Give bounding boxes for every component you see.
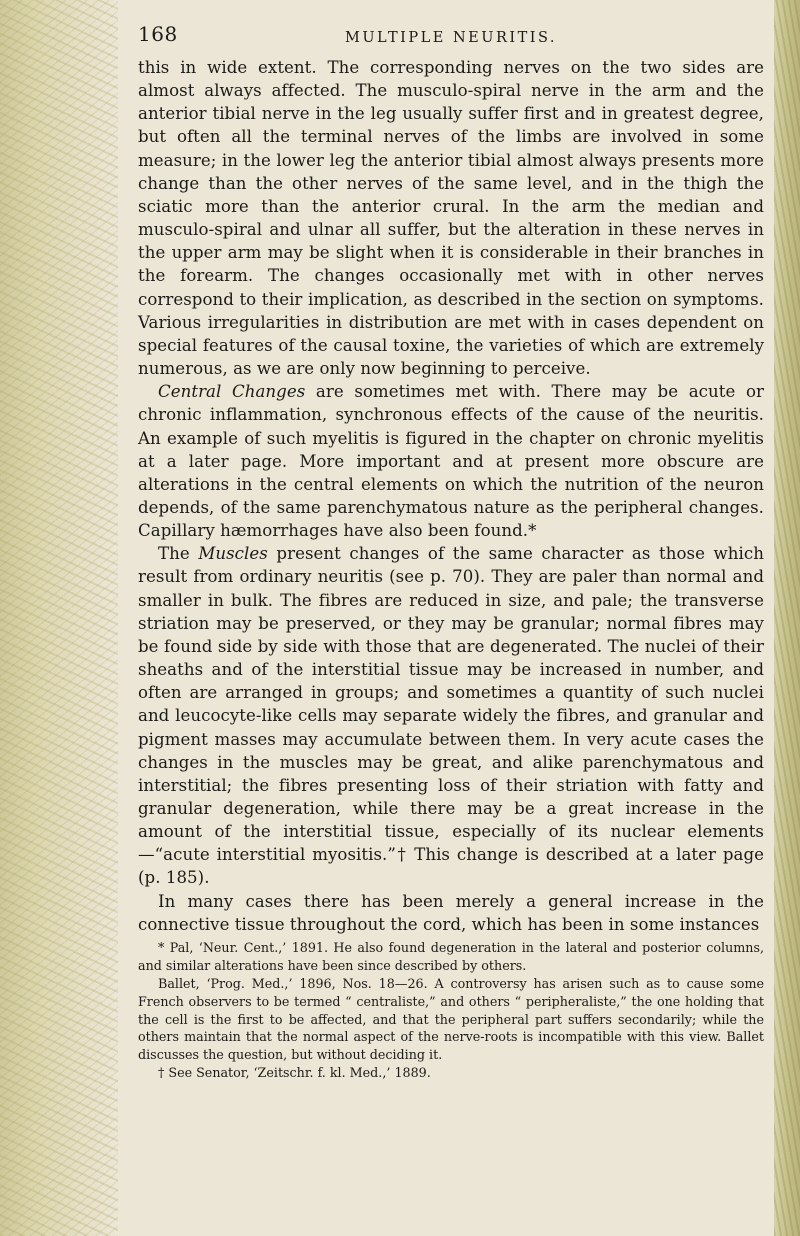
page-number: 168: [138, 22, 178, 46]
paragraph: [138, 542, 764, 889]
paragraph-text: are sometimes met with. There may be acute or chronic inflammation, synchronous effects of the cause of the neuritis. An example of such myelitis is figured in the chapter on chronic myelitis at a later page. More important and at present more obscure are alterations in the central elements on which the nutrition of the neuron depends, of the same parenchymatous nature as the peripheral changes. Capillary hæmorrhages have also been found.*: [138, 382, 764, 541]
section-heading-central-changes: Central Changes: [158, 382, 306, 402]
paragraph-text: In many cases there has been merely a general increase in the connective tissue throughout the cord, which has been in some instances: [138, 891, 764, 934]
paragraph: [138, 380, 764, 542]
paragraph-text: The: [158, 544, 199, 564]
footnote: * Pal, ‘Neur. Cent.,’ 1891. He also found degeneration in the lateral and posterior columns, and similar alterations have been since described by others.: [138, 939, 764, 973]
paragraph-text: present changes of the same character as those which result from ordinary neuritis (see p. 70). They are paler than normal and smaller in bulk. The fibres are reduced in size, and pale; the transverse striation may be preserved, or they may be granular; normal fibres may be found side by side with those that are degenerated. The nuclei of their sheaths and of the interstitial tissue may be increased in number, and often are arranged in groups; and sometimes a quantity of such nuclei and leucocyte-like cells may separate widely the fibres, and granular and pigment masses may accumulate between them. In very acute cases the changes in the muscles may be great, and alike parenchymatous and interstitial; the fibres presenting loss of their striation with fatty and granular degeneration, while there may be a great increase in the amount of the interstitial tissue, especially of its nuclear elements—“acute interstitial myositis.”† This change is described at a later page (p. 185).: [138, 544, 764, 888]
footnote: † See Senator, ‘Zeitschr. f. kl. Med.,’ 1889.: [158, 1065, 431, 1081]
paragraph: [138, 890, 764, 936]
book-page: [138, 22, 764, 1082]
scan-right-edge: [774, 0, 800, 1236]
footnotes: [138, 939, 764, 1082]
running-head: MULTIPLE NEURITIS.: [344, 30, 558, 46]
footnote: Ballet, ‘Prog. Med.,’ 1896, Nos. 18—26. A controversy has arisen such as to cause some French observers to be termed “ centraliste,” and others “ peripheraliste,” the one holding that the cell is the first to be affected, and that the peripheral part suffers secondarily; while the others maintain that the normal aspect of the nerve-roots is incompatible with this view. Ballet discusses the question, but without deciding it.: [138, 975, 764, 1063]
section-heading-muscles: Muscles: [198, 544, 268, 564]
paragraph-text: this in wide extent. The corresponding nerves on the two sides are almost always affected. The musculo-spiral nerve in the arm and the anterior tibial nerve in the leg usually suffer first and in greatest degree, but often all the terminal nerves of the limbs are involved in some measure; in the lower leg the anterior tibial almost always presents more change than the other nerves of the same level, and in the thigh the sciatic more than the anterior crural. In the arm the median and musculo-spiral and ulnar all suffer, but the alteration in these nerves in the upper arm may be slight when it is considerable in their branches in the forearm. The changes occasionally met with in other nerves correspond to their implication, as described in the section on symptoms. Various irregularities in distribution are met with in cases dependent on special features of the causal toxine, the varieties of which are extremely numerous, as we are only now beginning to perceive.: [138, 58, 764, 379]
scan-left-margin: [0, 0, 118, 1236]
body-text: [138, 56, 764, 936]
paragraph: [138, 56, 764, 380]
